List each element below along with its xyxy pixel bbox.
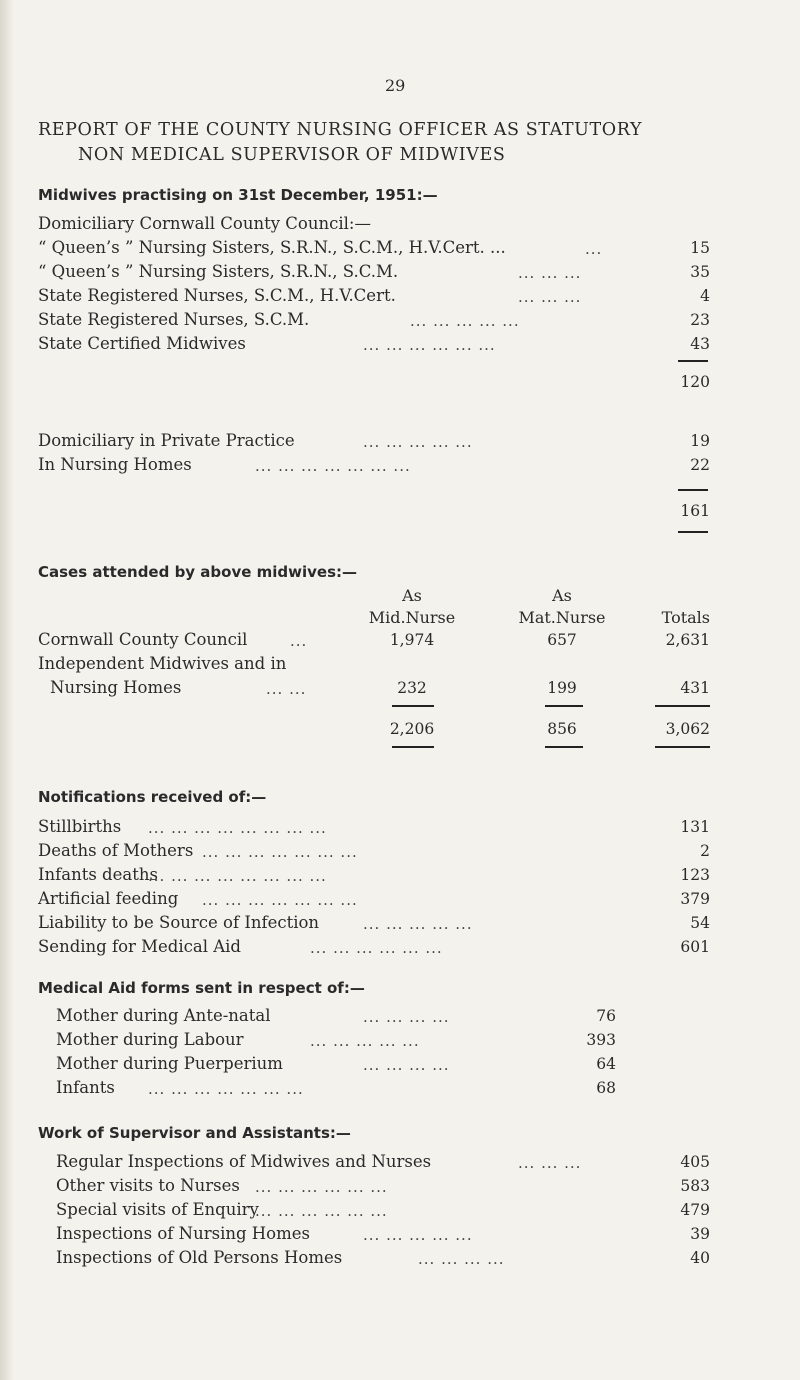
notification-row-label: Artificial feeding: [38, 889, 179, 908]
sum-rule: [678, 489, 708, 491]
midwives-heading: Midwives practising on 31st December, 1951:—: [38, 186, 438, 204]
leader-dots: ... ... ...: [518, 1154, 582, 1172]
leader-dots: ... ... ...: [518, 264, 582, 282]
notifications-heading: Notifications received of:—: [38, 788, 267, 806]
page-number: 29: [385, 76, 406, 95]
leader-dots: ... ... ... ... ... ...: [255, 1178, 388, 1196]
leader-dots: ... ... ... ... ... ... ...: [255, 457, 411, 475]
medical-aid-row-value: 393: [586, 1031, 616, 1049]
work-row-value: 479: [680, 1201, 710, 1219]
leader-dots: ... ... ... ...: [363, 1008, 450, 1026]
total-rule: [678, 531, 708, 533]
leader-dots: ...: [290, 632, 308, 650]
cases-row-label: Independent Midwives and in: [38, 654, 287, 673]
sum-rule: [655, 705, 710, 707]
leader-dots: ... ... ... ... ... ... ...: [202, 891, 358, 909]
notification-row-label: Deaths of Mothers: [38, 841, 194, 860]
cases-mat-nurse-value: 657: [547, 631, 577, 649]
sum-rule: [678, 360, 708, 362]
work-heading: Work of Supervisor and Assistants:—: [38, 1124, 351, 1142]
notification-row-value: 131: [680, 818, 710, 836]
report-title-line-2: NON MEDICAL SUPERVISOR OF MIDWIVES: [78, 145, 506, 165]
midwife-row-label: “ Queen’s ” Nursing Sisters, S.R.N., S.C.M.: [38, 262, 399, 281]
cases-mat-nurse-total: 856: [547, 720, 577, 738]
notification-row-label: Infants deaths: [38, 865, 158, 884]
work-row-value: 583: [680, 1177, 710, 1195]
domiciliary-subheading: Domiciliary Cornwall County Council:—: [38, 214, 371, 233]
work-row-label: Inspections of Nursing Homes: [56, 1224, 310, 1243]
cases-row-label: Cornwall County Council: [38, 630, 248, 649]
leader-dots: ... ... ... ... ... ...: [255, 1202, 388, 1220]
medical-aid-row-value: 64: [596, 1055, 616, 1073]
notification-row-value: 2: [700, 842, 710, 860]
col-head-mid-nurse-line2: Mid.Nurse: [368, 608, 456, 627]
total-rule: [392, 746, 434, 748]
col-head-mid-nurse-line1: As: [402, 586, 422, 605]
medical-aid-row-value: 76: [596, 1007, 616, 1025]
notification-row-label: Liability to be Source of Infection: [38, 913, 320, 932]
midwife-row-value: 15: [690, 239, 710, 257]
medical-aid-row-label: Mother during Puerperium: [56, 1054, 283, 1073]
work-row-label: Regular Inspections of Midwives and Nurses: [56, 1152, 432, 1171]
midwife-row-label: State Registered Nurses, S.C.M., H.V.Cert.: [38, 286, 396, 305]
medical-aid-row-label: Mother during Ante-natal: [56, 1006, 271, 1025]
midwife-row-label: State Certified Midwives: [38, 334, 246, 353]
leader-dots: ... ... ... ... ... ...: [363, 336, 496, 354]
work-row-value: 39: [690, 1225, 710, 1243]
cases-mid-nurse-value: 1,974: [389, 631, 435, 649]
leader-dots: ... ... ...: [518, 288, 582, 306]
leader-dots: ... ... ... ... ...: [363, 1226, 473, 1244]
notification-row-value: 54: [690, 914, 710, 932]
cases-total-value: 431: [680, 679, 710, 697]
cases-grand-total: 3,062: [665, 720, 710, 738]
cases-mid-nurse-total: 2,206: [389, 720, 435, 738]
private-practice-label: Domiciliary in Private Practice: [38, 431, 295, 450]
work-row-label: Inspections of Old Persons Homes: [56, 1248, 343, 1267]
cases-mid-nurse-value: 232: [397, 679, 427, 697]
midwife-row-value: 4: [700, 287, 710, 305]
medical-aid-row-label: Infants: [56, 1078, 115, 1097]
private-practice-value: 19: [690, 432, 710, 450]
leader-dots: ... ... ... ... ... ... ...: [202, 843, 358, 861]
nursing-homes-value: 22: [690, 456, 710, 474]
cases-heading: Cases attended by above midwives:—: [38, 563, 358, 581]
cases-row-label-cont: Nursing Homes: [50, 678, 182, 697]
medical-aid-row-value: 68: [596, 1079, 616, 1097]
leader-dots: ... ... ... ... ... ...: [310, 939, 443, 957]
medical-aid-row-label: Mother during Labour: [56, 1030, 244, 1049]
work-row-value: 405: [680, 1153, 710, 1171]
col-head-mat-nurse-line1: As: [552, 586, 572, 605]
page-edge-shadow: [0, 0, 14, 1380]
midwife-row-value: 35: [690, 263, 710, 281]
nursing-homes-label: In Nursing Homes: [38, 455, 192, 474]
work-row-value: 40: [690, 1249, 710, 1267]
leader-dots: ...: [585, 240, 603, 258]
leader-dots: ... ...: [266, 680, 307, 698]
total-rule: [655, 746, 710, 748]
leader-dots: ... ... ... ...: [418, 1250, 505, 1268]
sum-rule: [545, 705, 583, 707]
midwife-row-label: “ Queen’s ” Nursing Sisters, S.R.N., S.C.M., H.V.Cert. ...: [38, 238, 506, 257]
leader-dots: ... ... ... ... ...: [410, 312, 520, 330]
work-row-label: Special visits of Enquiry: [56, 1200, 259, 1219]
midwife-row-label: State Registered Nurses, S.C.M.: [38, 310, 310, 329]
midwife-row-value: 23: [690, 311, 710, 329]
notification-row-value: 379: [680, 890, 710, 908]
midwives-subtotal: 120: [680, 373, 710, 391]
notification-row-label: Stillbirths: [38, 817, 122, 836]
leader-dots: ... ... ... ... ...: [363, 433, 473, 451]
col-head-mat-nurse-line2: Mat.Nurse: [518, 608, 606, 627]
midwife-row-value: 43: [690, 335, 710, 353]
report-title-line-1: REPORT OF THE COUNTY NURSING OFFICER AS STATUTORY: [38, 120, 643, 140]
leader-dots: ... ... ... ... ... ... ...: [148, 1080, 304, 1098]
leader-dots: ... ... ... ... ... ... ... ...: [148, 867, 327, 885]
leader-dots: ... ... ... ... ...: [310, 1032, 420, 1050]
leader-dots: ... ... ... ... ...: [363, 915, 473, 933]
work-row-label: Other visits to Nurses: [56, 1176, 240, 1195]
midwives-total: 161: [680, 502, 710, 520]
cases-mat-nurse-value: 199: [547, 679, 577, 697]
sum-rule: [392, 705, 434, 707]
cases-total-value: 2,631: [665, 631, 710, 649]
medical-aid-heading: Medical Aid forms sent in respect of:—: [38, 979, 365, 997]
notification-row-label: Sending for Medical Aid: [38, 937, 241, 956]
leader-dots: ... ... ... ... ... ... ... ...: [148, 819, 327, 837]
notification-row-value: 601: [680, 938, 710, 956]
total-rule: [545, 746, 583, 748]
col-head-totals: Totals: [661, 608, 710, 627]
leader-dots: ... ... ... ...: [363, 1056, 450, 1074]
notification-row-value: 123: [680, 866, 710, 884]
